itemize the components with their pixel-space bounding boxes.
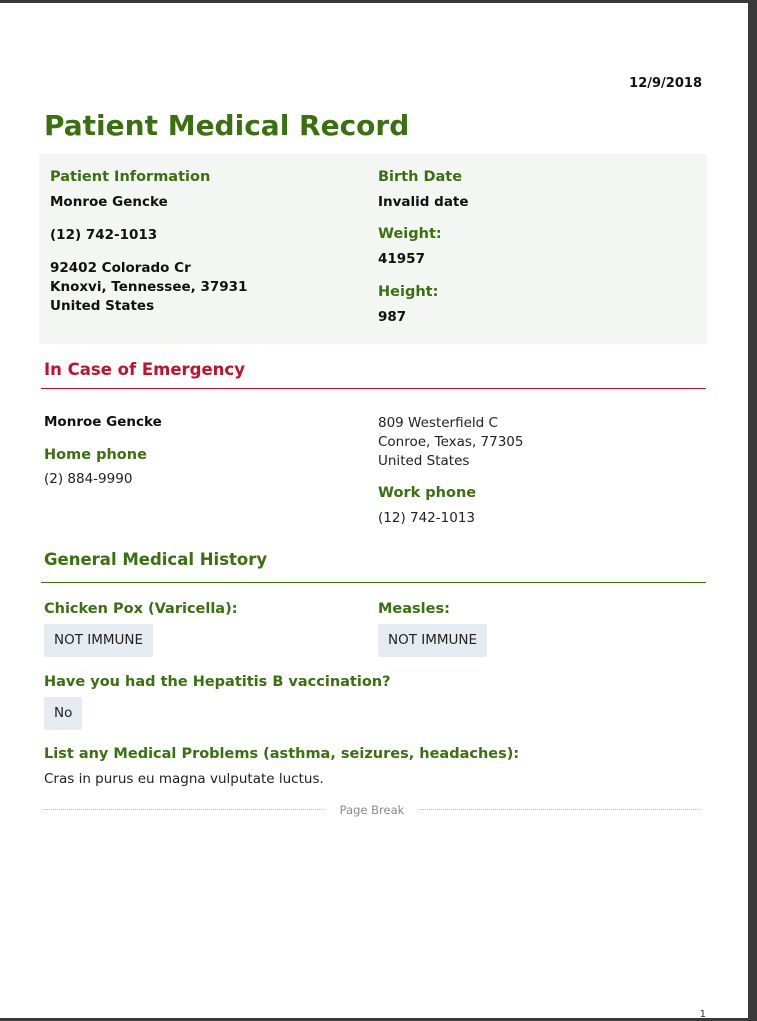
birth-date-label: Birth Date (378, 169, 463, 185)
height-label: Height: (378, 284, 439, 300)
chicken-pox-value: NOT IMMUNE (44, 624, 153, 657)
emergency-contact-name: Monroe Gencke (44, 414, 162, 430)
weight-value: 41957 (378, 251, 425, 267)
weight-label: Weight: (378, 226, 442, 242)
hep-b-label: Have you had the Hepatitis B vaccination? (44, 674, 391, 690)
patient-address-line2: Knoxvi, Tennessee, 37931 (50, 279, 248, 295)
medical-problems-label: List any Medical Problems (asthma, seizures, headaches): (44, 746, 520, 762)
patient-address (50, 259, 247, 316)
page-title: Patient Medical Record (44, 109, 410, 142)
hep-b-value: No (44, 697, 82, 730)
emergency-divider (41, 388, 706, 389)
patient-address-line3: United States (50, 298, 155, 314)
page-break (44, 803, 700, 817)
measles-label: Measles: (378, 601, 450, 617)
record-date: 12/9/2018 (629, 76, 702, 91)
emergency-address-line1: 809 Westerfield C (378, 415, 498, 431)
home-phone-value: (2) 884-9990 (44, 471, 133, 487)
patient-info-label: Patient Information (50, 169, 211, 185)
height-value: 987 (378, 309, 407, 325)
emergency-section-title: In Case of Emergency (44, 360, 245, 379)
patient-address-line1: 92402 Colorado Cr (50, 260, 191, 276)
page-number: 1 (699, 1009, 706, 1018)
home-phone-label: Home phone (44, 447, 147, 463)
medical-problems-value: Cras in purus eu magna vulputate luctus. (44, 771, 324, 787)
emergency-address (378, 414, 524, 471)
history-divider (41, 582, 706, 583)
birth-date-value: Invalid date (378, 194, 469, 210)
measles-value: NOT IMMUNE (378, 624, 487, 657)
emergency-address-line3: United States (378, 453, 470, 469)
history-section-title: General Medical History (44, 550, 268, 569)
page-break-label: Page Break (339, 803, 405, 817)
chicken-pox-label: Chicken Pox (Varicella): (44, 601, 238, 617)
document-page (0, 3, 748, 1018)
work-phone-value: (12) 742-1013 (378, 510, 475, 526)
patient-info-box (39, 154, 707, 344)
work-phone-label: Work phone (378, 485, 477, 501)
patient-phone: (12) 742-1013 (50, 227, 158, 243)
patient-name: Monroe Gencke (50, 194, 168, 210)
emergency-address-line2: Conroe, Texas, 77305 (378, 434, 524, 450)
page-break-line-right (420, 809, 700, 810)
